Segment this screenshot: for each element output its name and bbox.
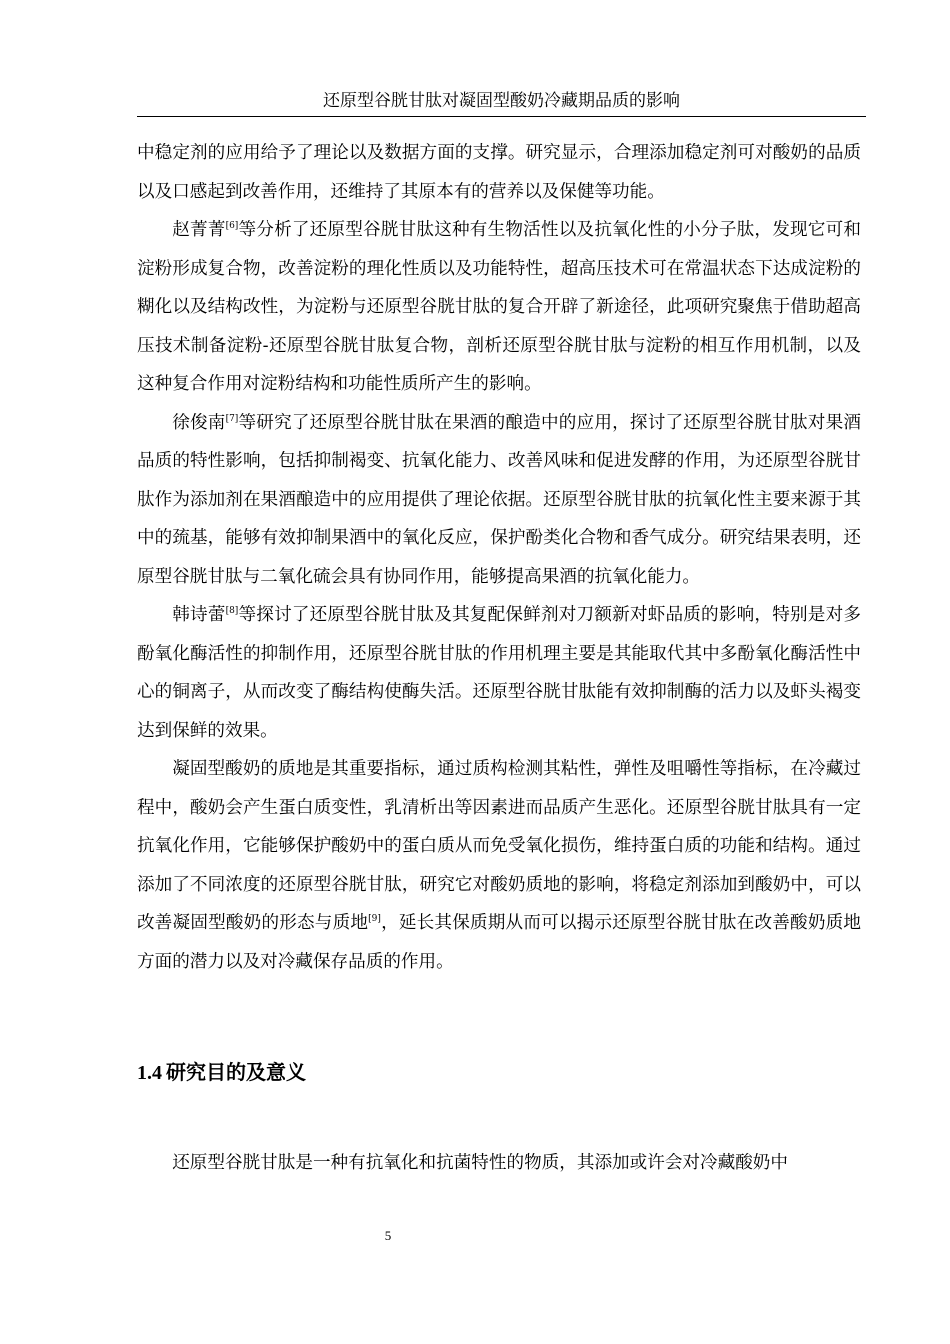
- paragraph-text: 徐俊南: [172, 412, 226, 433]
- paragraph-text: ，延长其保质期从而可以揭示还原型谷胱甘肽在改善酸奶质地方面的潜力以及对冷藏保存品质的作用。: [137, 913, 861, 972]
- paragraph: [137, 134, 861, 211]
- paragraph: [137, 750, 861, 981]
- citation: [8]: [225, 606, 239, 616]
- citation: [9]: [368, 914, 381, 924]
- section-title: 研究目的及意义: [166, 1062, 306, 1084]
- paragraph: [137, 596, 861, 750]
- paragraph: [137, 404, 861, 597]
- page-number: 5: [384, 1228, 392, 1243]
- citation: [6]: [225, 221, 239, 231]
- paragraph-text: 等分析了还原型谷胱甘肽这种有生物活性以及抗氧化性的小分子肽，发现它可和淀粉形成复合物，改善淀粉的理化性质以及功能特性，超高压技术可在常温状态下达成淀粉的糊化以及结构改性，为淀粉与还原型谷胱甘肽的复合开辟了新途径，此项研究聚焦于借助超高压技术制备淀粉-还原型谷胱甘肽复合物，剖析还原型谷胱甘肽与淀粉的相互作用机制，以及这种复合作用对淀粉结构和功能性质所产生的影响。: [137, 220, 861, 394]
- section-number: 1.4: [137, 1062, 162, 1084]
- body-text: [137, 134, 861, 981]
- paragraph: 还原型谷胱甘肽是一种有抗氧化和抗菌特性的物质，其添加或许会对冷藏酸奶中: [172, 1153, 788, 1173]
- paragraph-text: 等研究了还原型谷胱甘肽在果酒的酿造中的应用，探讨了还原型谷胱甘肽对果酒品质的特性影响，包括抑制褐变、抗氧化能力、改善风味和促进发酵的作用，为还原型谷胱甘肽作为添加剂在果酒酿造中的应用提供了理论依据。还原型谷胱甘肽的抗氧化性主要来源于其中的巯基，能够有效抑制果酒中的氧化反应，保护酚类化合物和香气成分。研究结果表明，还原型谷胱甘肽与二氧化硫会具有协同作用，能够提高果酒的抗氧化能力。: [137, 412, 861, 587]
- paragraph-text: 凝固型酸奶的质地是其重要指标，通过质构检测其粘性，弹性及咀嚼性等指标，在冷藏过程中，酸奶会产生蛋白质变性，乳清析出等因素进而品质产生恶化。还原型谷胱甘肽具有一定抗氧化作用，它能够保护酸奶中的蛋白质从而免受氧化损伤，维持蛋白质的功能和结构。通过添加了不同浓度的还原型谷胱甘肽，研究它对酸奶质地的影响，将稳定剂添加到酸奶中，可以改善凝固型酸奶的形态与质地: [137, 759, 861, 933]
- section-heading: [137, 1058, 306, 1088]
- paragraph-text: 赵菁菁: [172, 220, 226, 240]
- paragraph-text: 等探讨了还原型谷胱甘肽及其复配保鲜剂对刀额新对虾品质的影响，特别是对多酚氧化酶活性的抑制作用，还原型谷胱甘肽的作用机理主要是其能取代其中多酚氧化酶活性中心的铜离子，从而改变了酶结构使酶失活。还原型谷胱甘肽能有效抑制酶的活力以及虾头褐变达到保鲜的效果。: [137, 605, 861, 741]
- citation: [7]: [225, 413, 239, 424]
- paragraph-text: 韩诗蕾: [172, 605, 226, 625]
- paragraph-text: 中稳定剂的应用给予了理论以及数据方面的支撑。研究显示，合理添加稳定剂可对酸奶的品质以及口感起到改善作用，还维持了其原本有的营养以及保健等功能。: [137, 143, 861, 202]
- paragraph: [137, 211, 861, 404]
- running-header: 还原型谷胱甘肽对凝固型酸奶冷藏期品质的影响: [137, 86, 866, 117]
